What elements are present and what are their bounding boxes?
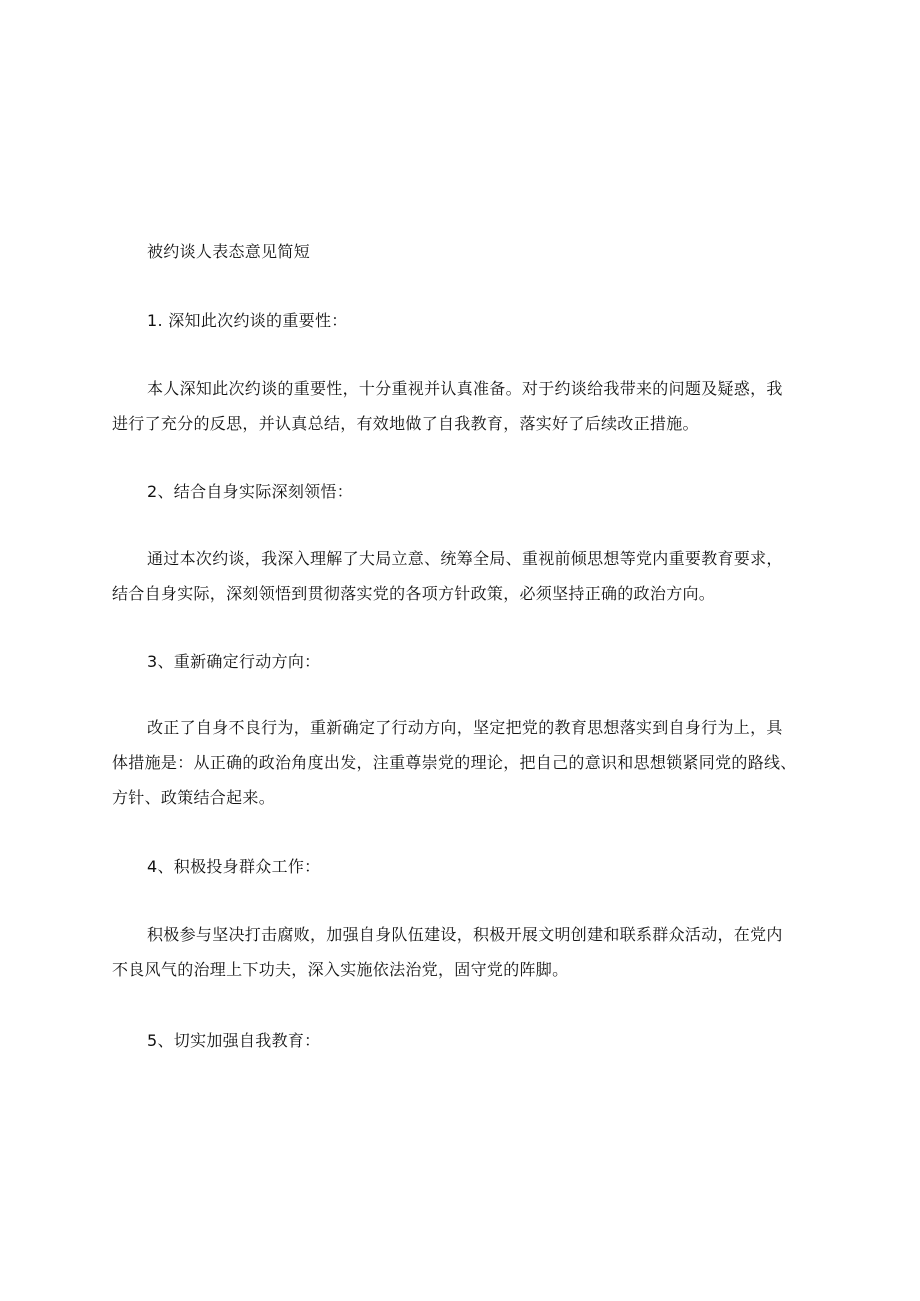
- section-1-line-2: 进行了充分的反思，并认真总结，有效地做了自我教育，落实好了后续改正措施。: [112, 414, 699, 433]
- section-4-heading: 4、积极投身群众工作：: [147, 857, 321, 876]
- section-2-heading: 2、结合自身实际深刻领悟：: [147, 482, 354, 501]
- section-1-heading: 1. 深知此次约谈的重要性：: [147, 311, 348, 330]
- section-2-line-1: 通过本次约谈，我深入理解了大局立意、统筹全局、重视前倾思想等党内重要教育要求，: [147, 549, 783, 568]
- section-3-line-2: 体措施是：从正确的政治角度出发，注重尊崇党的理论，把自己的意识和思想锁紧同党的路线、: [112, 753, 797, 772]
- section-3-heading: 3、重新确定行动方向：: [147, 652, 321, 671]
- section-3-line-3: 方针、政策结合起来。: [112, 788, 276, 807]
- section-4-line-1: 积极参与坚决打击腐败，加强自身队伍建设，积极开展文明创建和联系群众活动，在党内: [147, 925, 783, 944]
- section-4-line-2: 不良风气的治理上下功夫，深入实施依法治党，固守党的阵脚。: [112, 960, 569, 979]
- document-title: 被约谈人表态意见简短: [147, 242, 311, 261]
- section-5-heading: 5、切实加强自我教育：: [147, 1031, 321, 1050]
- section-1-line-1: 本人深知此次约谈的重要性，十分重视并认真准备。对于约谈给我带来的问题及疑惑，我: [147, 379, 783, 398]
- section-3-line-1: 改正了自身不良行为，重新确定了行动方向，坚定把党的教育思想落实到自身行为上，具: [147, 718, 783, 737]
- section-2-line-2: 结合自身实际，深刻领悟到贯彻落实党的各项方针政策，必须坚持正确的政治方向。: [112, 584, 716, 603]
